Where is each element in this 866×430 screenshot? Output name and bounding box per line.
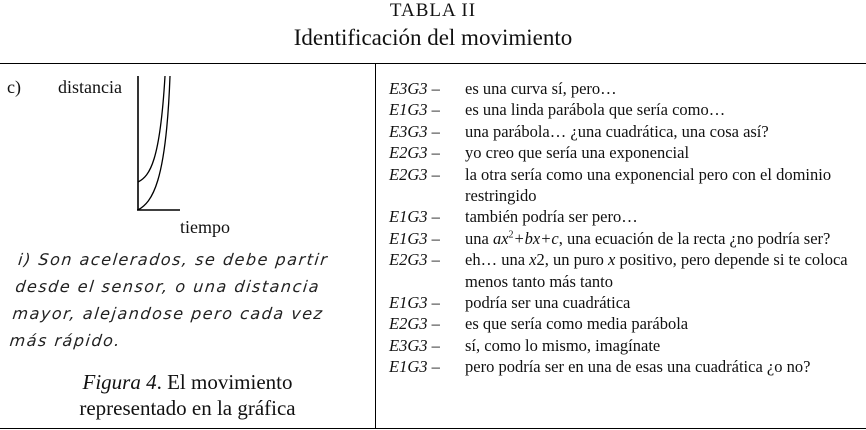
dialogue-row: [389, 121, 859, 142]
utterance: sí, como lo mismo, imagínate: [465, 335, 661, 355]
speaker: E2G3 –: [389, 143, 440, 163]
math-term: x: [529, 250, 537, 270]
caption-text-line2: representado en la gráfica: [79, 396, 296, 420]
distance-time-graph: [120, 76, 180, 216]
speaker: E2G3 –: [389, 250, 440, 270]
speaker: E1G3 –: [389, 207, 440, 227]
dialogue-row: [389, 292, 859, 313]
utterance: yo creo que sería una exponencial: [465, 143, 690, 163]
math-term: +bx+c: [513, 228, 559, 248]
dialogue-row: [389, 99, 859, 120]
dialogue-row: [389, 78, 859, 99]
bottom-rule: [0, 428, 866, 429]
dialogue-row: [389, 335, 859, 356]
curve-from-origin: [138, 76, 170, 210]
utterance: es una curva sí, pero…: [465, 79, 617, 98]
speaker: E1G3 –: [389, 100, 440, 120]
table-label: TABLA II: [389, 0, 477, 21]
speaker: E3G3 –: [389, 121, 440, 141]
speaker: E2G3 –: [389, 164, 440, 184]
utterance: podría ser una cuadrática: [465, 293, 631, 313]
utterance: la otra sería como una exponencial pero con el dominio restringido: [465, 164, 832, 206]
handwriting-line: desde el sensor, o una distancia: [14, 277, 322, 296]
speaker: E1G3 –: [389, 228, 440, 248]
handwritten-answer: [8, 246, 369, 354]
handwriting-line: más rápido.: [8, 331, 123, 350]
dialogue-row: [389, 206, 859, 227]
utterance: también podría ser pero…: [465, 207, 638, 227]
figure-caption: [0, 369, 375, 421]
utterance: eh… una x2, un puro x positivo, pero depende si te coloca menos tanto más tanto: [465, 250, 848, 291]
speaker: E3G3 –: [389, 79, 440, 98]
math-term: ax: [492, 228, 509, 248]
column-divider: [375, 63, 376, 429]
utterance: una parábola… ¿una cuadrática, una cosa así?: [465, 121, 769, 141]
math-exponent: 2: [508, 229, 514, 241]
utterance: es una linda parábola que sería como…: [465, 100, 726, 120]
dialogue-row: [389, 142, 859, 163]
speaker: E1G3 –: [389, 357, 440, 377]
dialogue-row: [389, 249, 859, 292]
caption-figure-number: Figura 4: [82, 370, 157, 394]
table-title: Identificación del movimiento: [293, 25, 573, 50]
dialogue-row: [389, 356, 859, 377]
x-axis-label: tiempo: [180, 217, 230, 237]
speaker: E3G3 –: [389, 335, 440, 355]
y-axis-label: distancia: [58, 77, 122, 97]
caption-text: . El movimiento: [156, 370, 293, 394]
dialogue-row: [389, 313, 859, 334]
figure-cell: [0, 64, 375, 428]
handwriting-line: mayor, alejandose pero cada vez: [11, 304, 325, 323]
dialogue-transcript: [389, 78, 859, 378]
speaker: E1G3 –: [389, 293, 440, 313]
speaker: E2G3 –: [389, 314, 440, 334]
dialogue-row: [389, 164, 859, 207]
handwriting-line: i) Son acelerados, se debe partir: [17, 250, 330, 269]
item-marker: c): [7, 77, 21, 97]
utterance: es que sería como media parábola: [465, 314, 689, 334]
math-term: x: [607, 250, 616, 270]
utterance: pero podría ser en una de esas una cuadrática ¿o no?: [465, 357, 811, 377]
dialogue-row: [389, 228, 859, 249]
utterance: una $ax^2+bx+c$, una ecuación de la recta ¿no podría ser?: [465, 228, 831, 248]
